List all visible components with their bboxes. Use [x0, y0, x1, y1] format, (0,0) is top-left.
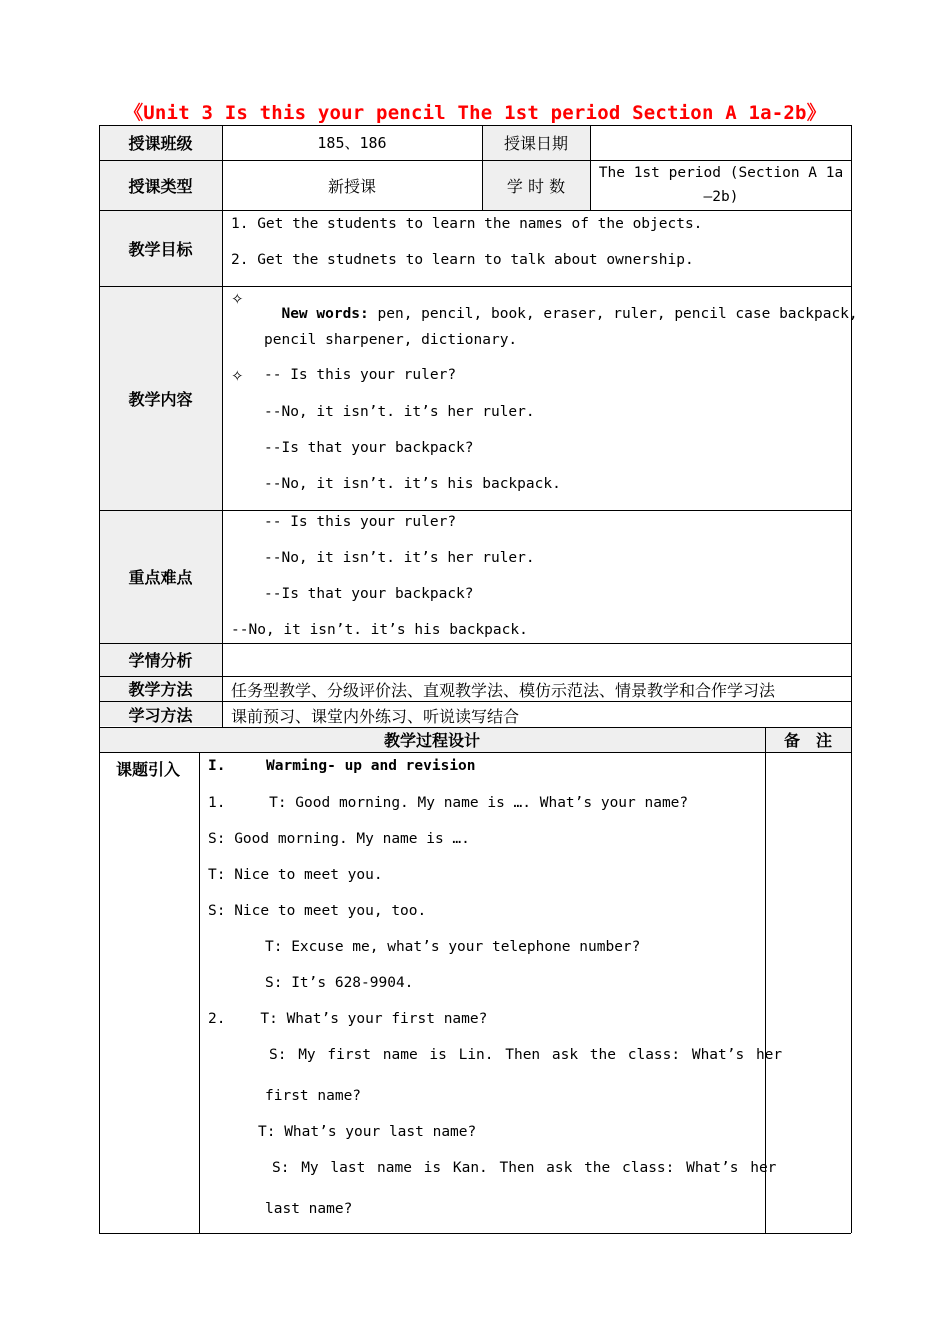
- type-value: 新授课: [327, 176, 376, 196]
- learning-method-label: 学习方法: [128, 705, 193, 725]
- new-words-line: [264, 290, 858, 322]
- objectives-label: 教学目标: [128, 239, 193, 259]
- date-label: 授课日期: [503, 134, 568, 153]
- process-line: S: My first name is Lin. Then ask the class: What’s her: [269, 1047, 783, 1063]
- content-dialog-line: --Is that your backpack?: [264, 440, 474, 456]
- keypoint-line: --No, it isn’t. it’s her ruler.: [264, 550, 535, 566]
- learning-method-value: 课前预习、课堂内外练习、听说读写结合: [231, 707, 520, 726]
- class-label: 授课班级: [128, 134, 193, 153]
- class-value: 185、186: [317, 134, 387, 152]
- diamond-bullet-icon: ✧: [231, 290, 244, 308]
- analysis-value: [222, 643, 851, 676]
- hours-value: The 1st period (Section A 1a —2b): [598, 165, 844, 205]
- process-line: last name?: [265, 1201, 353, 1217]
- keypoint-line: --Is that your backpack?: [264, 586, 474, 602]
- new-words-list: pen, pencil, book, eraser, ruler, pencil case backpack,: [368, 306, 858, 322]
- teaching-method-value: 任务型教学、分级评价法、直观教学法、模仿示范法、情景教学和合作学习法: [231, 681, 776, 700]
- new-words-label: New words:: [281, 306, 369, 322]
- process-line: T: Excuse me, what’s your telephone number?: [265, 939, 641, 955]
- keypoints-label: 重点难点: [128, 568, 193, 587]
- teaching-method-label: 教学方法: [128, 680, 193, 699]
- process-line: S: My last name is Kan. Then ask the class: What’s her: [272, 1160, 777, 1176]
- objective-line: 1. Get the students to learn the names of the objects.: [231, 216, 703, 232]
- section-number: I.: [208, 758, 226, 774]
- document-title: 《Unit 3 Is this your pencil The 1st period Section A 1a-2b》: [124, 102, 826, 124]
- keypoint-line: -- Is this your ruler?: [264, 514, 457, 530]
- date-value: [590, 125, 851, 160]
- intro-label: 课题引入: [116, 760, 181, 779]
- process-line: T: Nice to meet you.: [208, 867, 383, 883]
- keypoint-line: --No, it isn’t. it’s his backpack.: [231, 622, 528, 638]
- hours-label: 学 时 数: [506, 176, 566, 196]
- objective-line: 2. Get the studnets to learn to talk about ownership.: [231, 252, 694, 268]
- section-title: Warming- up and revision: [266, 758, 476, 774]
- analysis-label: 学情分析: [128, 651, 193, 670]
- content-dialog-line: --No, it isn’t. it’s her ruler.: [264, 404, 535, 420]
- process-header: 教学过程设计: [383, 731, 480, 750]
- process-line: S: Good morning. My name is ….: [208, 831, 470, 847]
- process-line: S: Nice to meet you, too.: [208, 903, 427, 919]
- diamond-bullet-icon: ✧: [231, 367, 244, 385]
- process-line: 1. T: Good morning. My name is …. What’s your name?: [208, 795, 689, 811]
- content-label: 教学内容: [128, 389, 193, 409]
- process-line: 2. T: What’s your first name?: [208, 1011, 488, 1027]
- content-dialog-line: -- Is this your ruler?: [264, 367, 457, 383]
- process-line: first name?: [265, 1088, 362, 1104]
- process-line: S: It’s 628-9904.: [265, 975, 414, 991]
- type-label: 授课类型: [128, 176, 193, 196]
- new-words-continuation: pencil sharpener, dictionary.: [264, 332, 518, 348]
- notes-header: 备 注: [783, 731, 832, 750]
- process-line: T: What’s your last name?: [258, 1124, 477, 1140]
- content-dialog-line: --No, it isn’t. it’s his backpack.: [264, 476, 561, 492]
